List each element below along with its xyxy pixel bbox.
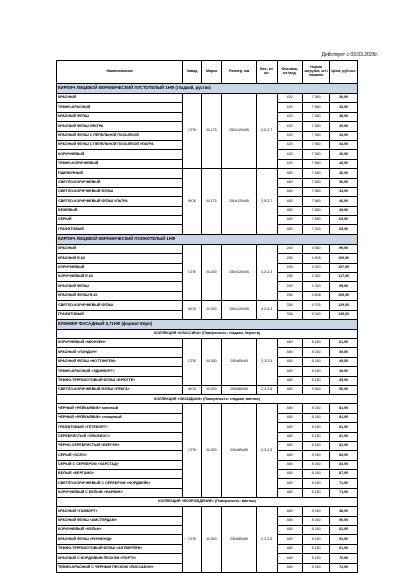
price-cell: 43,90 — [330, 131, 358, 140]
load-cell: 4 560 — [302, 244, 330, 253]
price-cell: 129,00 — [330, 301, 358, 310]
load-cell: 9 640 — [302, 385, 330, 394]
price-cell: 71,90 — [330, 479, 358, 488]
load-cell: 7 560 — [302, 131, 330, 140]
load-cell: 5 376 — [302, 301, 330, 310]
price-cell: 49,90 — [330, 206, 358, 215]
price-cell: 139,00 — [330, 310, 358, 319]
load-cell: 8 160 — [302, 507, 330, 516]
pack-cell: 420 — [277, 159, 302, 168]
price-cell: 70,90 — [330, 554, 358, 563]
load-cell: 8 160 — [302, 460, 330, 469]
pack-cell: 420 — [277, 112, 302, 121]
header-pack: Фасовка, шт./под. — [277, 61, 302, 84]
plant-cell: МСК — [183, 385, 201, 394]
product-name: ТЕМНО-КРАСНЫЙ С ЧЕРНЫМ ПЕСКОМ «ЛИССАБОН» — [57, 563, 183, 572]
product-name: ТЕМНО-ТЕРРАКОТОВЫЙ ФЛЭШ «АНТВЕРПЕН» — [57, 544, 183, 553]
load-cell: 8 160 — [302, 348, 330, 357]
price-cell: 36,90 — [330, 169, 358, 178]
pack-cell: 420 — [277, 140, 302, 149]
load-cell: 8 160 — [302, 338, 330, 347]
price-cell: 83,90 — [330, 451, 358, 460]
pack-cell: 480 — [277, 187, 302, 196]
product-name: СЕРЫЙ С СЕРЕБРОМ «ХАРСТАД» — [57, 460, 183, 469]
collection-title: КОЛЛЕКЦИЯ «КЛАССИКА» (Поверхность: гладкая, береста) — [57, 329, 358, 338]
pack-cell: 480 — [277, 367, 302, 376]
product-name: КОРИЧНЕВЫЙ «КЕЛЬН» — [57, 526, 183, 535]
pack-cell: 480 — [277, 432, 302, 441]
price-cell: 99,90 — [330, 282, 358, 291]
header-load: Норма загрузки, шт./машина — [302, 61, 330, 84]
product-name: КРАСНЫЙ ФЛЭШ С ПЕПЕЛЬНОЙ ПОСЫПКОЙ УЛЬТРА — [57, 140, 183, 149]
price-cell: 40,90 — [330, 150, 358, 159]
price-cell: 81,90 — [330, 432, 358, 441]
plant-cell: МСК — [183, 169, 201, 235]
product-name: СЕРЕБРИСТЫЙ «ЭЛЬФИОС» — [57, 432, 183, 441]
product-name: ЧЕРНЫЙ «РЕЙКЬЯВИК» глянцевый — [57, 413, 183, 422]
product-name: КОРИЧНЕВЫЙ С БЕЛЫМ «НАРВИК» — [57, 488, 183, 497]
pack-cell: 480 — [277, 507, 302, 516]
size-cell: 250х120х65 — [222, 301, 256, 320]
load-cell: 4 320 — [302, 263, 330, 272]
header-plant: Завод — [183, 61, 201, 84]
price-cell: 48,90 — [330, 507, 358, 516]
product-name: КРАСНЫЙ — [57, 244, 183, 253]
table-row — [57, 338, 358, 347]
price-cell: 44,90 — [330, 140, 358, 149]
pack-cell: 480 — [277, 544, 302, 553]
load-cell: 8 160 — [302, 376, 330, 385]
table-row — [57, 404, 358, 413]
load-cell: 7 680 — [302, 169, 330, 178]
weight-cell: 2,3-2,5 — [256, 338, 277, 385]
load-cell: 8 160 — [302, 357, 330, 366]
pack-cell: 480 — [277, 479, 302, 488]
load-cell: 8 160 — [302, 526, 330, 535]
pack-cell: 480 — [277, 460, 302, 469]
plant-cell: МСК — [183, 301, 201, 320]
load-cell: 8 160 — [302, 404, 330, 413]
valid-from-date: Действует с 03.03.2025г. — [321, 52, 378, 58]
header-size: Размер, мм — [222, 61, 256, 84]
price-cell: 61,90 — [330, 338, 358, 347]
product-name: СВЕТЛО-КОРИЧНЕВЫЙ ФЛЭШ «ПРАГА» — [57, 385, 183, 394]
load-cell: 8 160 — [302, 470, 330, 479]
header-brand: Марка — [201, 61, 222, 84]
load-cell: 4 608 — [302, 254, 330, 263]
header-price: Цена, руб./шт. — [330, 61, 358, 84]
brand-cell: М-400 — [201, 244, 222, 300]
section-title: КИРПИЧ ЛИЦЕВОЙ КЕРАМИЧЕСКИЙ ПУСТОТЕЛЫЙ 1НФ (гладкий, рустик) — [57, 84, 358, 94]
price-cell: 49,50 — [330, 357, 358, 366]
product-name: КРАСНЫЙ R-60 — [57, 254, 183, 263]
product-name: СВЕТЛО-КОРИЧНЕВЫЙ ФЛЭШ — [57, 301, 183, 310]
load-cell: 7 200 — [302, 225, 330, 234]
price-cell: 87,90 — [330, 470, 358, 479]
product-name: КРАСНЫЙ «ЛОНДОН» — [57, 348, 183, 357]
price-cell: 81,90 — [330, 441, 358, 450]
pack-cell: 256 — [277, 291, 302, 300]
size-cell: 250х85х65 — [222, 385, 256, 394]
price-cell: 63,90 — [330, 216, 358, 225]
product-name: ТЕМНО-КОРИЧНЕВЫЙ — [57, 159, 183, 168]
pack-cell: 480 — [277, 357, 302, 366]
pack-cell: 420 — [277, 103, 302, 112]
price-table — [56, 60, 358, 573]
price-cell: 117,90 — [330, 273, 358, 282]
load-cell: 4 352 — [302, 273, 330, 282]
pack-cell: 480 — [277, 404, 302, 413]
plant-cell: СПб — [183, 404, 201, 498]
load-cell: 8 160 — [302, 423, 330, 432]
pack-cell: 480 — [277, 178, 302, 187]
load-cell: 4 608 — [302, 291, 330, 300]
brand-cell: М-175 — [201, 94, 222, 169]
product-name: ТЕМНО-ТЕРРАКОТОВЫЙ ФЛЭШ «БРЮГГЕ» — [57, 376, 183, 385]
pack-cell: 480 — [277, 535, 302, 544]
price-cell: 50,90 — [330, 385, 358, 394]
load-cell: 7 680 — [302, 178, 330, 187]
load-cell: 7 680 — [302, 216, 330, 225]
load-cell: 8 160 — [302, 554, 330, 563]
section-title: КЛИНКЕР ФАСАДНЫЙ 0,71НФ (формат Евро) — [57, 319, 358, 329]
product-name: КРАСНЫЙ ФЛЭШ — [57, 282, 183, 291]
load-cell: 8 160 — [302, 488, 330, 497]
product-name: КРАСНЫЙ ФЛЭШ С ПЕПЕЛЬНОЙ ПОСЫПКОЙ — [57, 131, 183, 140]
pack-cell: 240 — [277, 244, 302, 253]
product-name: ТЕМНО-КРАСНЫЙ «ЭДИНБУРГ» — [57, 367, 183, 376]
product-name: ПШЕНИЧНЫЙ — [57, 169, 183, 178]
load-cell: 8 160 — [302, 479, 330, 488]
collection-header-row — [57, 498, 358, 507]
pack-cell: 420 — [277, 131, 302, 140]
load-cell: 8 160 — [302, 544, 330, 553]
product-name: КРАСНЫЙ С БОРДОВЫМ ПЕСКОМ «ПОРТУ» — [57, 554, 183, 563]
brand-cell: М-175 — [201, 169, 222, 235]
pack-cell: 256 — [277, 273, 302, 282]
plant-cell: СПб — [183, 507, 201, 573]
section-header-row — [57, 234, 358, 244]
table-row — [57, 94, 358, 103]
product-name: ЧЕРНЫЙ «РЕЙКЬЯВИК» матовый — [57, 404, 183, 413]
product-name: СВЕТЛО-КОРИЧНЕВЫЙ ФЛЭШ — [57, 187, 183, 196]
load-cell: 7 560 — [302, 140, 330, 149]
plant-cell: СПб — [183, 94, 201, 169]
product-name: ГРАФИТОВЫЙ «ГЕТЕБОРГ» — [57, 423, 183, 432]
plant-cell: СПб — [183, 244, 201, 300]
size-cell: 250х120х65 — [222, 244, 256, 300]
product-name: ТЕМНО-КРАСНЫЙ — [57, 103, 183, 112]
table-row — [57, 169, 358, 178]
price-cell: 50,90 — [330, 516, 358, 525]
load-cell: 7 680 — [302, 197, 330, 206]
price-cell: 51,90 — [330, 535, 358, 544]
product-name: БЕЖЕВЫЙ — [57, 206, 183, 215]
pack-cell: 480 — [277, 441, 302, 450]
pack-cell: 480 — [277, 206, 302, 215]
collection-title: КОЛЛЕКЦИЯ «ВОЗРОЖДЕНИЕ» (Поверхность: винтаж) — [57, 498, 358, 507]
product-name: КОРИЧНЕВЫЙ «МЮНХЕН» — [57, 338, 183, 347]
pack-cell: 240 — [277, 282, 302, 291]
load-cell: 4 320 — [302, 282, 330, 291]
weight-cell: 2,5-2,7 — [256, 94, 277, 169]
weight-cell: 2,3-2,5 — [256, 404, 277, 498]
brand-cell: М-300 — [201, 385, 222, 394]
load-cell: 7 560 — [302, 112, 330, 121]
price-cell: 36,90 — [330, 178, 358, 187]
pack-cell: 480 — [277, 225, 302, 234]
load-cell: 7 560 — [302, 150, 330, 159]
brand-cell: М-300 — [201, 338, 222, 385]
price-cell: 40,90 — [330, 122, 358, 131]
header-weight: Вес, кг/шт. — [256, 61, 277, 84]
size-cell: 250х120х65 — [222, 169, 256, 235]
pack-cell: 480 — [277, 423, 302, 432]
table-row — [57, 244, 358, 253]
product-name: КОРИЧНЕВЫЙ R-60 — [57, 273, 183, 282]
price-cell: 49,90 — [330, 367, 358, 376]
size-cell: 250х85х65 — [222, 507, 256, 573]
pack-cell: 420 — [277, 94, 302, 103]
pack-cell: 256 — [277, 254, 302, 263]
load-cell: 5 040 — [302, 310, 330, 319]
size-cell: 250х120х65 — [222, 94, 256, 169]
load-cell: 7 680 — [302, 187, 330, 196]
product-name: ГРАФИТОВЫЙ — [57, 225, 183, 234]
pack-cell: 480 — [277, 216, 302, 225]
pack-cell: 480 — [277, 413, 302, 422]
product-name: КОРИЧНЕВЫЙ — [57, 150, 183, 159]
pack-cell: 480 — [277, 563, 302, 572]
price-cell: 99,90 — [330, 244, 358, 253]
product-name: КРАСНЫЙ — [57, 94, 183, 103]
price-table-body — [57, 84, 358, 573]
price-cell: 62,90 — [330, 526, 358, 535]
pack-cell: 480 — [277, 516, 302, 525]
table-row — [57, 301, 358, 310]
collection-title: КОЛЛЕКЦИЯ «ОБСИДИАН» (Поверхность: гладкая, винтаж) — [57, 395, 358, 404]
price-cell: 30,90 — [330, 94, 358, 103]
header-name: Наименование — [57, 61, 183, 84]
pack-cell: 480 — [277, 338, 302, 347]
price-cell: 38,90 — [330, 112, 358, 121]
load-cell: 8 160 — [302, 367, 330, 376]
load-cell: 8 160 — [302, 451, 330, 460]
pack-cell: 420 — [277, 150, 302, 159]
price-cell: 46,90 — [330, 197, 358, 206]
price-cell: 109,90 — [330, 291, 358, 300]
product-name: БЕЛЫЙ «БЕРГАМО» — [57, 470, 183, 479]
product-name: КРАСНЫЙ ФЛЭШ — [57, 112, 183, 121]
price-cell: 44,90 — [330, 187, 358, 196]
size-cell: 250х85х65 — [222, 338, 256, 385]
load-cell: 8 160 — [302, 432, 330, 441]
brand-cell: М-300 — [201, 301, 222, 320]
price-cell: 48,90 — [330, 159, 358, 168]
brand-cell: М-300 — [201, 507, 222, 573]
price-cell: 49,90 — [330, 376, 358, 385]
pack-cell: 480 — [277, 348, 302, 357]
price-cell: 81,90 — [330, 423, 358, 432]
product-name: КРАСНЫЙ ФЛЭШ «АМСТЕРДАМ» — [57, 516, 183, 525]
pack-cell: 480 — [277, 385, 302, 394]
product-name: КРАСНЫЙ «ГАМБУРГ» — [57, 507, 183, 516]
load-cell: 8 160 — [302, 441, 330, 450]
load-cell: 7 560 — [302, 103, 330, 112]
section-title: КИРПИЧ ЛИЦЕВОЙ КЕРАМИЧЕСКИЙ ПОЛНОТЕЛЫЙ 1НФ — [57, 234, 358, 244]
load-cell: 7 680 — [302, 206, 330, 215]
collection-header-row — [57, 329, 358, 338]
price-cell: 81,90 — [330, 404, 358, 413]
pack-cell: 480 — [277, 169, 302, 178]
product-name: КРАСНЫЙ ФЛЭШ «РИЧМОНД» — [57, 535, 183, 544]
price-cell: 71,90 — [330, 488, 358, 497]
weight-cell: 2,5-2,7 — [256, 169, 277, 235]
pack-cell: 420 — [277, 122, 302, 131]
product-name: СВЕТЛО-КОРИЧНЕВЫЙ — [57, 178, 183, 187]
product-name: СВЕТЛО-КОРИЧНЕВЫЙ С СЕРЕБРОМ «НОРДВЕЙК» — [57, 479, 183, 488]
size-cell: 250х85х65 — [222, 404, 256, 498]
weight-cell: 4,2-4,3 — [256, 244, 277, 300]
product-name: КРАСНЫЙ ФЛЭШ УЛЬТРА — [57, 122, 183, 131]
load-cell: 8 160 — [302, 413, 330, 422]
price-cell: 49,50 — [330, 348, 358, 357]
price-cell: 109,90 — [330, 254, 358, 263]
product-name: КРАСНЫЙ ФЛЭШ «НОТТИНГЕМ» — [57, 357, 183, 366]
pack-cell: 480 — [277, 470, 302, 479]
section-header-row — [57, 84, 358, 94]
table-header-row — [57, 61, 358, 84]
table-row — [57, 507, 358, 516]
load-cell: 7 560 — [302, 94, 330, 103]
pack-cell: 480 — [277, 451, 302, 460]
load-cell: 7 560 — [302, 122, 330, 131]
pack-cell: 480 — [277, 197, 302, 206]
price-cell: 107,90 — [330, 263, 358, 272]
product-name: СЕРЫЙ — [57, 216, 183, 225]
pack-cell: 336 — [277, 310, 302, 319]
weight-cell: 4,2-4,3 — [256, 301, 277, 320]
weight-cell: 2,3-2,5 — [256, 385, 277, 394]
product-name: СВЕТЛО-КОРИЧНЕВЫЙ ФЛЭШ УЛЬТРА — [57, 197, 183, 206]
load-cell: 8 160 — [302, 535, 330, 544]
pack-cell: 240 — [277, 263, 302, 272]
product-name: КОРИЧНЕВЫЙ — [57, 263, 183, 272]
pack-cell: 336 — [277, 301, 302, 310]
weight-cell: 2,3-2,5 — [256, 507, 277, 573]
price-cell: 81,90 — [330, 413, 358, 422]
plant-cell: СПб — [183, 338, 201, 385]
pack-cell: 480 — [277, 488, 302, 497]
load-cell: 8 160 — [302, 516, 330, 525]
price-cell: 33,90 — [330, 103, 358, 112]
product-name: КРАСНЫЙ ФЛЭШ R-60 — [57, 291, 183, 300]
price-cell: 61,90 — [330, 544, 358, 553]
product-name: ЧЕРНО-СЕРЕБРИСТЫЙ «БЕРГЕН» — [57, 441, 183, 450]
pack-cell: 480 — [277, 554, 302, 563]
product-name: СЕРЫЙ «ОСЛО» — [57, 451, 183, 460]
brand-cell: М-300 — [201, 404, 222, 498]
price-cell: 65,90 — [330, 225, 358, 234]
price-cell: 83,90 — [330, 460, 358, 469]
pack-cell: 480 — [277, 376, 302, 385]
product-name: ГРАФИТОВЫЙ — [57, 310, 183, 319]
collection-header-row — [57, 395, 358, 404]
load-cell: 8 160 — [302, 563, 330, 572]
table-row — [57, 385, 358, 394]
section-header-row — [57, 319, 358, 329]
load-cell: 7 560 — [302, 159, 330, 168]
price-cell: 72,90 — [330, 563, 358, 572]
pack-cell: 480 — [277, 526, 302, 535]
